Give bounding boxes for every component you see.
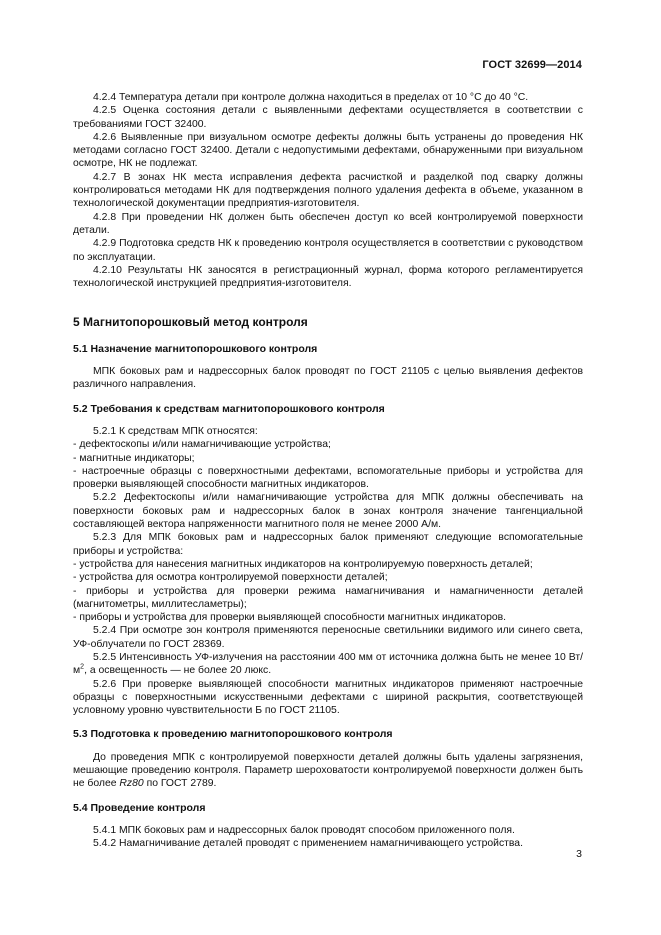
paragraph-5-2-4: 5.2.4 При осмотре зон контроля применяются переносные светильники видимого или синего света, УФ-облучатели по ГОСТ 28369. (73, 625, 583, 650)
paragraph-5-2-5-text-a: 5.2.5 Интенсивность УФ-излучения на расстоянии 400 мм от источника должна быть не менее 10 Вт/м (73, 651, 583, 677)
paragraph-4-2-9: 4.2.9 Подготовка средств НК к проведению контроля осуществляется в соответствии с руководством по эксплуатации. (73, 238, 583, 263)
list-item: - приборы и устройства для проверки выявляющей способности магнитных индикаторов. (73, 612, 507, 624)
paragraph-4-2-10: 4.2.10 Результаты НК заносятся в регистрационный журнал, форма которого регламентируется технологической инструкцией предприятия-изготовителя. (73, 264, 583, 290)
paragraph-5-2-1: 5.2.1 К средствам МПК относятся: (93, 425, 258, 437)
section-5-2-heading: 5.2 Требования к средствам магнитопорошкового контроля (73, 402, 385, 415)
paragraph-5-4-1: 5.4.1 МПК боковых рам и надрессорных балок проводят способом приложенного поля. (93, 824, 515, 836)
list-item: - дефектоскопы и/или намагничивающие устройства; (73, 439, 331, 451)
list-item: - устройства для нанесения магнитных индикаторов на контролируемую поверхность деталей; (73, 558, 533, 570)
paragraph-5-4-2: 5.4.2 Намагничивание деталей проводят с применением намагничивающего устройства. (93, 838, 523, 850)
superscript-2: 2 (80, 663, 85, 671)
paragraph-5-3 (73, 751, 583, 791)
section-5-heading: 5 Магнитопорошковый метод контроля (73, 315, 308, 330)
section-5-1-heading: 5.1 Назначение магнитопорошкового контроля (73, 342, 318, 355)
paragraph-4-2-4: 4.2.4 Температура детали при контроле должна находиться в пределах от 10 °С до 40 °С. (93, 92, 529, 103)
paragraph-5-2-6: 5.2.6 При проверке выявляющей способности магнитных индикаторов применяют настроечные образцы с поверхностными искусственными дефектами с шириной раскрытия, соответствующей условному уровню чувствительности Б по ГОСТ 21105. (73, 678, 583, 717)
document-body (73, 91, 583, 851)
paragraph-5-3-text-a: До проведения МПК с контролируемой поверхности деталей должны быть удалены загрязнения, мешающие проведению контроля. Параметр шероховатости контролируемой поверхности должен быть не более (73, 751, 583, 790)
paragraph-4-2-8: 4.2.8 При проведении НК должен быть обеспечен доступ ко всей контролируемой поверхности детали. (73, 211, 583, 236)
roughness-parameter: Rz80 (119, 778, 144, 790)
paragraph-5-1: МПК боковых рам и надрессорных балок проводят по ГОСТ 21105 с целью выявления дефектов различного направления. (73, 366, 583, 391)
paragraph-5-2-5 (73, 651, 583, 678)
section-5-3-heading: 5.3 Подготовка к проведению магнитопорошкового контроля (73, 728, 393, 741)
paragraph-5-2-3: 5.2.3 Для МПК боковых рам и надрессорных балок применяют следующие вспомогательные приборы и устройства: (73, 532, 583, 557)
list-item: - магнитные индикаторы; (73, 452, 195, 464)
paragraph-4-2-7: 4.2.7 В зонах НК места исправления дефекта расчисткой и разделкой под сварку должны контролироваться методами НК для подтверждения полного удаления дефекта в объеме, указанном в технологической документации предприятия-изготовителя. (73, 171, 583, 210)
paragraph-5-3-text-b: по ГОСТ 2789. (143, 778, 217, 790)
paragraph-4-2-5: 4.2.5 Оценка состояния детали с выявленными дефектами осуществляется в соответствии с требованиями ГОСТ 32400. (73, 105, 583, 130)
list-item: - устройства для осмотра контролируемой поверхности деталей; (73, 572, 388, 584)
paragraph-5-2-2: 5.2.2 Дефектоскопы и/или намагничивающие устройства для МПК должны обеспечивать на поверхности боковых рам и надрессорных балок в зонах контроля значение тангенциальной составляющей вектора напряженности магнитного поля не менее 2000 А/м. (73, 492, 583, 531)
page-number: 3 (576, 848, 582, 860)
list-item: - настроечные образцы с поверхностными дефектами, вспомогательные приборы и устройства для проверки выявляющей способности магнитных индикаторов. (73, 465, 583, 491)
list-item: - приборы и устройства для проверки режима намагничивания и намагниченности деталей (магнитометры, миллитесламетры); (73, 585, 583, 610)
section-5-4-heading: 5.4 Проведение контроля (73, 801, 206, 814)
paragraph-5-2-5-text-b: , а освещенность — не более 20 люкс. (84, 665, 272, 677)
document-header: ГОСТ 32699—2014 (482, 59, 582, 71)
paragraph-4-2-6: 4.2.6 Выявленные при визуальном осмотре дефекты должны быть устранены до проведения НК методами согласно ГОСТ 32400. Детали с недопустимыми дефектами, обнаруженными при визуальном осмотре, НК не подлежат. (73, 131, 583, 170)
